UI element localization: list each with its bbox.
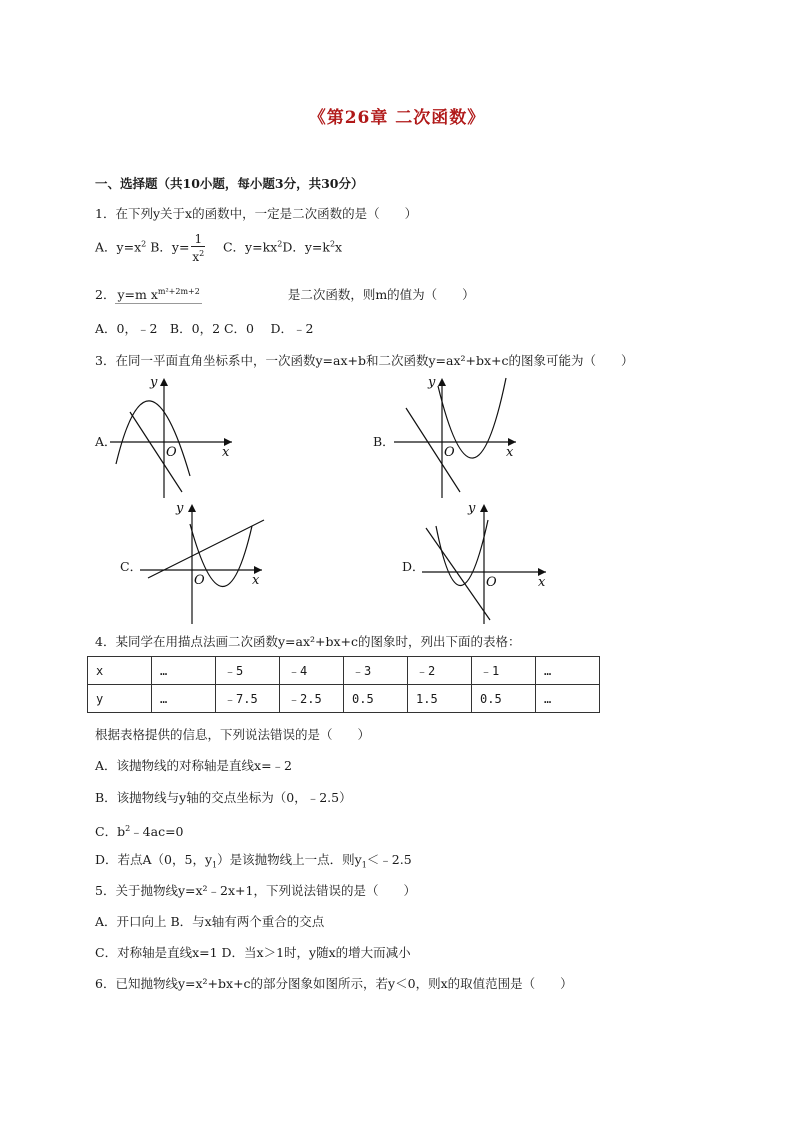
q3-option-b-label: B． bbox=[373, 434, 395, 449]
x-axis-label: x bbox=[222, 445, 230, 460]
q5-options-ab: A．开口向上 B．与x轴有两个重合的交点 bbox=[95, 914, 325, 929]
origin-label: O bbox=[166, 445, 177, 460]
q4-option-c: C．$b^2﹣4ac=0$ bbox=[95, 824, 184, 840]
table-cell: 0.5 bbox=[472, 685, 536, 713]
origin-label: O bbox=[486, 575, 497, 590]
q3-option-a-label: A． bbox=[95, 434, 117, 449]
table-cell: … bbox=[152, 657, 216, 685]
q3-graph-d bbox=[422, 498, 552, 624]
x-axis-label: x bbox=[538, 575, 546, 590]
table-cell: 1.5 bbox=[408, 685, 472, 713]
table-cell: ﹣5 bbox=[216, 657, 280, 685]
q1-fraction: $\frac{1}{x^2}$ bbox=[192, 232, 205, 264]
q4-value-table bbox=[87, 656, 600, 713]
q2-stem: 2． y=m $x^{m^2+2m+2}$ 是二次函数，则m的值为（ ） bbox=[95, 284, 475, 304]
q3-graph-c bbox=[140, 498, 270, 624]
y-axis-label: y bbox=[468, 501, 476, 516]
parabola bbox=[116, 401, 190, 476]
table-cell: ﹣1 bbox=[472, 657, 536, 685]
y-axis-label: y bbox=[428, 375, 436, 390]
table-cell: ﹣2.5 bbox=[280, 685, 344, 713]
table-row bbox=[88, 685, 600, 713]
table-cell: … bbox=[152, 685, 216, 713]
y-axis-arrow bbox=[480, 504, 488, 512]
q2-expression: y=m $x^{m^2+2m+2}$ bbox=[115, 284, 201, 304]
table-cell: … bbox=[536, 685, 600, 713]
q3-graph-a bbox=[110, 372, 240, 498]
y-axis-arrow bbox=[438, 378, 446, 386]
q1-option-c: C．y=kx bbox=[222, 239, 278, 255]
y-axis-label: y bbox=[176, 501, 184, 516]
q3-option-c-label: C． bbox=[120, 559, 143, 574]
table-row bbox=[88, 657, 600, 685]
q4-option-d: D．若点A（0，5，$y_1$）是该抛物线上一点．则$y_1<﹣2.5$ bbox=[95, 852, 412, 870]
q1-options: A．$y=x^2$ B．y= $\frac{1}{x^2}$ C．$y=kx^2D$．$y=k^2x$ bbox=[95, 232, 343, 264]
table-cell: 0.5 bbox=[344, 685, 408, 713]
section-heading: 一、选择题（共10小题，每小题3分，共30分） bbox=[95, 176, 364, 191]
table-cell: ﹣3 bbox=[344, 657, 408, 685]
q4-option-b: B．该抛物线与y轴的交点坐标为（0，﹣2.5） bbox=[95, 790, 352, 805]
q4-option-a: A．该抛物线的对称轴是直线x=﹣2 bbox=[95, 758, 293, 773]
q3-graph-b bbox=[394, 372, 524, 498]
q5-options-cd: C．对称轴是直线x=1 D．当x＞1时，y随x的增大而减小 bbox=[95, 945, 411, 960]
q2-options: A．0，﹣2 B．0，2 C．0 D．﹣2 bbox=[95, 321, 314, 336]
q1-stem: 1．在下列y关于x的函数中，一定是二次函数的是（ ） bbox=[95, 206, 418, 221]
origin-label: O bbox=[194, 573, 205, 588]
table-cell: x bbox=[88, 657, 152, 685]
page-title: 《第26章 二次函数》 bbox=[308, 108, 486, 128]
line bbox=[426, 528, 490, 620]
x-axis-label: x bbox=[506, 445, 514, 460]
q1-option-a: A．y=x bbox=[95, 239, 142, 255]
q3-option-d-label: D． bbox=[402, 559, 425, 574]
origin-label: O bbox=[444, 445, 455, 460]
x-axis-label: x bbox=[252, 573, 260, 588]
table-cell: … bbox=[536, 657, 600, 685]
table-cell: y bbox=[88, 685, 152, 713]
table-cell: ﹣4 bbox=[280, 657, 344, 685]
q6-stem: 6．已知抛物线y=x²+bx+c的部分图象如图所示，若y＜0，则x的取值范围是（ ） bbox=[95, 976, 573, 991]
q4-stem: 4．某同学在用描点法画二次函数y=ax²+bx+c的图象时，列出下面的表格： bbox=[95, 634, 521, 649]
y-axis-label: y bbox=[150, 375, 158, 390]
y-axis-arrow bbox=[160, 378, 168, 386]
q3-stem: 3．在同一平面直角坐标系中，一次函数y=ax+b和二次函数y=ax²+bx+c的图象可能为（ ） bbox=[95, 353, 634, 368]
q5-stem: 5．关于抛物线y=x²﹣2x+1，下列说法错误的是（ ） bbox=[95, 883, 416, 898]
table-cell: ﹣7.5 bbox=[216, 685, 280, 713]
q1-option-b: B．y= bbox=[150, 239, 190, 255]
q1-option-d: D．y=k bbox=[282, 239, 330, 255]
q4-question: 根据表格提供的信息，下列说法错误的是（ ） bbox=[95, 727, 371, 742]
table-cell: ﹣2 bbox=[408, 657, 472, 685]
y-axis-arrow bbox=[188, 504, 196, 512]
